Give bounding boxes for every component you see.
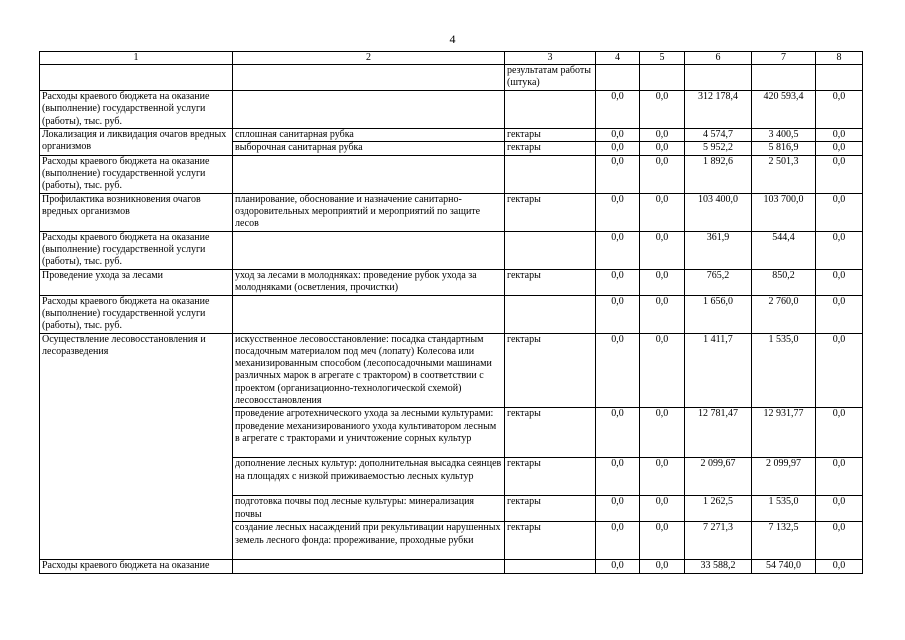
- cell-name: Расходы краевого бюджета на оказание (выполнение) государственной услуги (работы), тыс. руб.: [40, 155, 233, 193]
- column-number: 8: [816, 52, 863, 65]
- cell-col8: 0,0: [816, 408, 863, 458]
- cell-col8: 0,0: [816, 560, 863, 573]
- cell-name: [40, 65, 233, 91]
- cell-name: Осуществление лесовосстановления и лесоразведения: [40, 333, 233, 560]
- table-row: [40, 333, 863, 408]
- column-number: 5: [640, 52, 685, 65]
- cell-activity: искусственное лесовосстановление: посадка стандартным посадочным материалом под меч (лопату) Колесова или механизированным способом (лесопосадочными машинами различных марок в агрегате с трактором) в соответствии с проектом (организационно-технологической схемой) лесовосстановления: [233, 333, 505, 408]
- table-row: [40, 193, 863, 231]
- table-row: [40, 65, 863, 91]
- cell-unit: гектары: [505, 458, 596, 496]
- cell-col8: 0,0: [816, 142, 863, 155]
- cell-col4: 0,0: [596, 458, 640, 496]
- cell-col8: 0,0: [816, 231, 863, 269]
- cell-activity: [233, 560, 505, 573]
- cell-col8: 0,0: [816, 129, 863, 142]
- cell-col4: 0,0: [596, 295, 640, 333]
- cell-col4: 0,0: [596, 231, 640, 269]
- cell-unit: гектары: [505, 193, 596, 231]
- cell-col6: 1 262,5: [685, 496, 752, 522]
- cell-name: Локализация и ликвидация очагов вредных организмов: [40, 129, 233, 156]
- cell-name: Расходы краевого бюджета на оказание (выполнение) государственной услуги (работы), тыс. руб.: [40, 231, 233, 269]
- cell-col7: 103 700,0: [752, 193, 816, 231]
- cell-col8: 0,0: [816, 333, 863, 408]
- budget-table: [39, 51, 863, 574]
- table-row: [40, 560, 863, 573]
- cell-col6: 1 411,7: [685, 333, 752, 408]
- cell-col7: 3 400,5: [752, 129, 816, 142]
- cell-col7: [752, 65, 816, 91]
- column-number: 3: [505, 52, 596, 65]
- cell-col8: 0,0: [816, 193, 863, 231]
- cell-unit: гектары: [505, 142, 596, 155]
- cell-col4: 0,0: [596, 155, 640, 193]
- cell-col5: 0,0: [640, 333, 685, 408]
- cell-col4: 0,0: [596, 129, 640, 142]
- cell-col6: 1 656,0: [685, 295, 752, 333]
- cell-unit: [505, 231, 596, 269]
- column-number: 7: [752, 52, 816, 65]
- cell-col5: 0,0: [640, 496, 685, 522]
- cell-col7: 1 535,0: [752, 333, 816, 408]
- cell-activity: [233, 91, 505, 129]
- cell-col6: 103 400,0: [685, 193, 752, 231]
- cell-unit: гектары: [505, 269, 596, 295]
- table-row: [40, 295, 863, 333]
- cell-col6: 5 952,2: [685, 142, 752, 155]
- cell-activity: [233, 65, 505, 91]
- cell-col5: 0,0: [640, 408, 685, 458]
- cell-col4: [596, 65, 640, 91]
- cell-col6: 4 574,7: [685, 129, 752, 142]
- cell-col6: 765,2: [685, 269, 752, 295]
- cell-col5: 0,0: [640, 193, 685, 231]
- column-number: 4: [596, 52, 640, 65]
- table-row: [40, 91, 863, 129]
- cell-activity: подготовка почвы под лесные культуры: минерализация почвы: [233, 496, 505, 522]
- cell-col8: [816, 65, 863, 91]
- cell-col4: 0,0: [596, 408, 640, 458]
- cell-col5: 0,0: [640, 269, 685, 295]
- cell-col8: 0,0: [816, 458, 863, 496]
- cell-col8: 0,0: [816, 155, 863, 193]
- cell-activity: создание лесных насаждений при рекультивации нарушенных земель лесного фонда: прореживание, проходные рубки: [233, 522, 505, 560]
- cell-col6: 1 892,6: [685, 155, 752, 193]
- cell-col6: 361,9: [685, 231, 752, 269]
- cell-unit: гектары: [505, 522, 596, 560]
- cell-name: Проведение ухода за лесами: [40, 269, 233, 295]
- cell-col8: 0,0: [816, 496, 863, 522]
- cell-col7: 2 501,3: [752, 155, 816, 193]
- cell-col7: 850,2: [752, 269, 816, 295]
- cell-name: Расходы краевого бюджета на оказание: [40, 560, 233, 573]
- cell-activity: дополнение лесных культур: дополнительная высадка сеянцев на площадях с низкой приживаемостью лесных культур: [233, 458, 505, 496]
- table-row: [40, 155, 863, 193]
- cell-col5: 0,0: [640, 155, 685, 193]
- cell-col4: 0,0: [596, 522, 640, 560]
- cell-name: Расходы краевого бюджета на оказание (выполнение) государственной услуги (работы), тыс. руб.: [40, 91, 233, 129]
- column-number: 1: [40, 52, 233, 65]
- cell-col5: 0,0: [640, 295, 685, 333]
- cell-col7: 2 760,0: [752, 295, 816, 333]
- cell-unit: гектары: [505, 333, 596, 408]
- cell-col6: 312 178,4: [685, 91, 752, 129]
- cell-activity: [233, 295, 505, 333]
- cell-col5: 0,0: [640, 560, 685, 573]
- cell-col7: 5 816,9: [752, 142, 816, 155]
- cell-col5: 0,0: [640, 522, 685, 560]
- cell-name: Профилактика возникновения очагов вредных организмов: [40, 193, 233, 231]
- cell-activity: выборочная санитарная рубка: [233, 142, 505, 155]
- cell-col5: [640, 65, 685, 91]
- cell-unit: гектары: [505, 129, 596, 142]
- cell-col5: 0,0: [640, 142, 685, 155]
- cell-col4: 0,0: [596, 142, 640, 155]
- cell-activity: сплошная санитарная рубка: [233, 129, 505, 142]
- cell-col5: 0,0: [640, 458, 685, 496]
- cell-col8: 0,0: [816, 295, 863, 333]
- cell-unit: гектары: [505, 496, 596, 522]
- cell-col4: 0,0: [596, 496, 640, 522]
- cell-col5: 0,0: [640, 129, 685, 142]
- cell-col7: 12 931,77: [752, 408, 816, 458]
- cell-col4: 0,0: [596, 91, 640, 129]
- cell-col6: 12 781,47: [685, 408, 752, 458]
- cell-name: Расходы краевого бюджета на оказание (выполнение) государственной услуги (работы), тыс. руб.: [40, 295, 233, 333]
- cell-unit: [505, 560, 596, 573]
- cell-activity: [233, 155, 505, 193]
- column-number-row: [40, 52, 863, 65]
- cell-col7: 544,4: [752, 231, 816, 269]
- cell-col8: 0,0: [816, 91, 863, 129]
- cell-col7: 1 535,0: [752, 496, 816, 522]
- cell-col7: 54 740,0: [752, 560, 816, 573]
- table-row: [40, 231, 863, 269]
- cell-activity: [233, 231, 505, 269]
- cell-col4: 0,0: [596, 193, 640, 231]
- cell-col7: 420 593,4: [752, 91, 816, 129]
- cell-col6: 33 588,2: [685, 560, 752, 573]
- cell-activity: уход за лесами в молодняках: проведение рубок ухода за молодняками (осветления, прочистки): [233, 269, 505, 295]
- cell-activity: планирование, обоснование и назначение санитарно-оздоровительных мероприятий и мероприятий по защите лесов: [233, 193, 505, 231]
- cell-col5: 0,0: [640, 91, 685, 129]
- column-number: 2: [233, 52, 505, 65]
- page-number: 4: [449, 32, 456, 46]
- cell-unit: гектары: [505, 408, 596, 458]
- cell-col8: 0,0: [816, 522, 863, 560]
- cell-col8: 0,0: [816, 269, 863, 295]
- column-number: 6: [685, 52, 752, 65]
- cell-col4: 0,0: [596, 560, 640, 573]
- cell-unit: результатам работы (штука): [505, 65, 596, 91]
- cell-unit: [505, 155, 596, 193]
- table-row: [40, 129, 863, 142]
- cell-unit: [505, 91, 596, 129]
- cell-col4: 0,0: [596, 333, 640, 408]
- cell-col5: 0,0: [640, 231, 685, 269]
- cell-col7: 7 132,5: [752, 522, 816, 560]
- cell-col6: 2 099,67: [685, 458, 752, 496]
- table-row: [40, 269, 863, 295]
- cell-col6: 7 271,3: [685, 522, 752, 560]
- cell-col4: 0,0: [596, 269, 640, 295]
- cell-col7: 2 099,97: [752, 458, 816, 496]
- cell-unit: [505, 295, 596, 333]
- cell-activity: проведение агротехнического ухода за лесными культурами: проведение механизированиого ухода культиватором лесным в агрегате с тракторами и уничтожение сорных культур: [233, 408, 505, 458]
- cell-col6: [685, 65, 752, 91]
